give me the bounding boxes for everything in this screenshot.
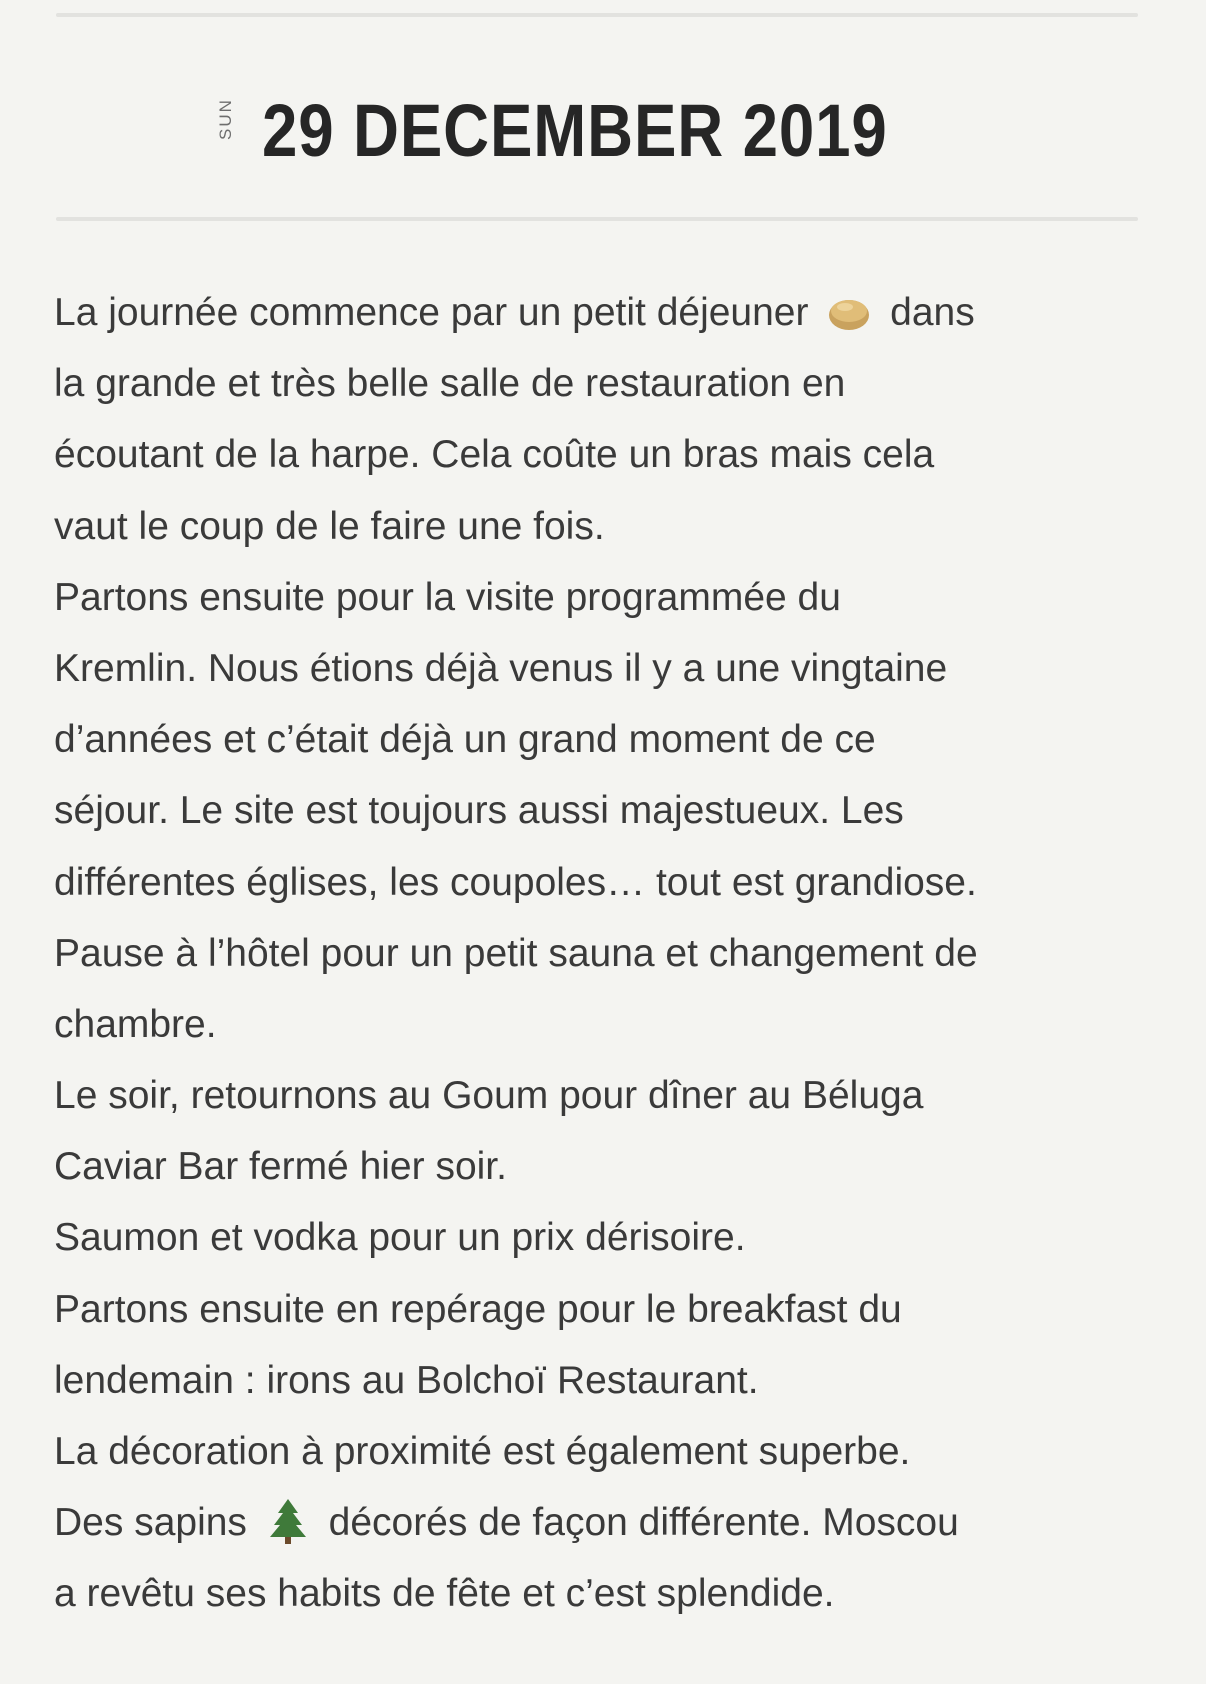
body-line: Kremlin. Nous étions déjà venus il y a une vingtaine	[54, 646, 948, 690]
body-line	[54, 1487, 1154, 1558]
body-line: lendemain : irons au Bolchoï Restaurant.	[54, 1358, 759, 1402]
entry-body	[54, 277, 1154, 1630]
body-line: écoutant de la harpe. Cela coûte un bras mais cela	[54, 433, 935, 477]
weekday-label: SUN	[216, 98, 236, 140]
date-header	[0, 70, 1206, 190]
body-line: a revêtu ses habits de fête et c’est splendide.	[54, 1572, 835, 1616]
bottom-divider	[56, 217, 1138, 221]
tree-icon	[268, 1497, 308, 1545]
body-line	[54, 277, 1154, 348]
body-line: Partons ensuite en repérage pour le breakfast du	[54, 1287, 902, 1331]
body-line-text: décorés de façon différente. Moscou	[328, 1501, 959, 1545]
body-line: Le soir, retournons au Goum pour dîner au Béluga	[54, 1074, 924, 1118]
body-line: Caviar Bar fermé hier soir.	[54, 1145, 507, 1189]
body-line: Pause à l’hôtel pour un petit sauna et changement de	[54, 931, 978, 975]
body-line: La décoration à proximité est également superbe.	[54, 1430, 911, 1473]
body-line: vaut le coup de le faire une fois.	[54, 504, 605, 548]
top-divider	[56, 13, 1138, 17]
body-line-text: Des sapins	[54, 1501, 247, 1545]
body-line: la grande et très belle salle de restauration en	[54, 362, 846, 406]
body-line: chambre.	[54, 1002, 217, 1046]
body-line: différentes églises, les coupoles… tout est grandiose.	[54, 860, 977, 904]
body-line: d’années et c’était déjà un grand moment de ce	[54, 718, 876, 762]
bread-icon	[825, 285, 873, 325]
body-line: séjour. Le site est toujours aussi majestueux. Les	[54, 789, 904, 833]
body-line-text: dans	[890, 291, 975, 334]
body-line-text: La journée commence par un petit déjeuner	[54, 291, 809, 334]
body-line: Saumon et vodka pour un prix dérisoire.	[54, 1216, 746, 1260]
entry-date: 29 DECEMBER 2019	[262, 88, 888, 172]
body-line: Partons ensuite pour la visite programmée du	[54, 575, 841, 619]
